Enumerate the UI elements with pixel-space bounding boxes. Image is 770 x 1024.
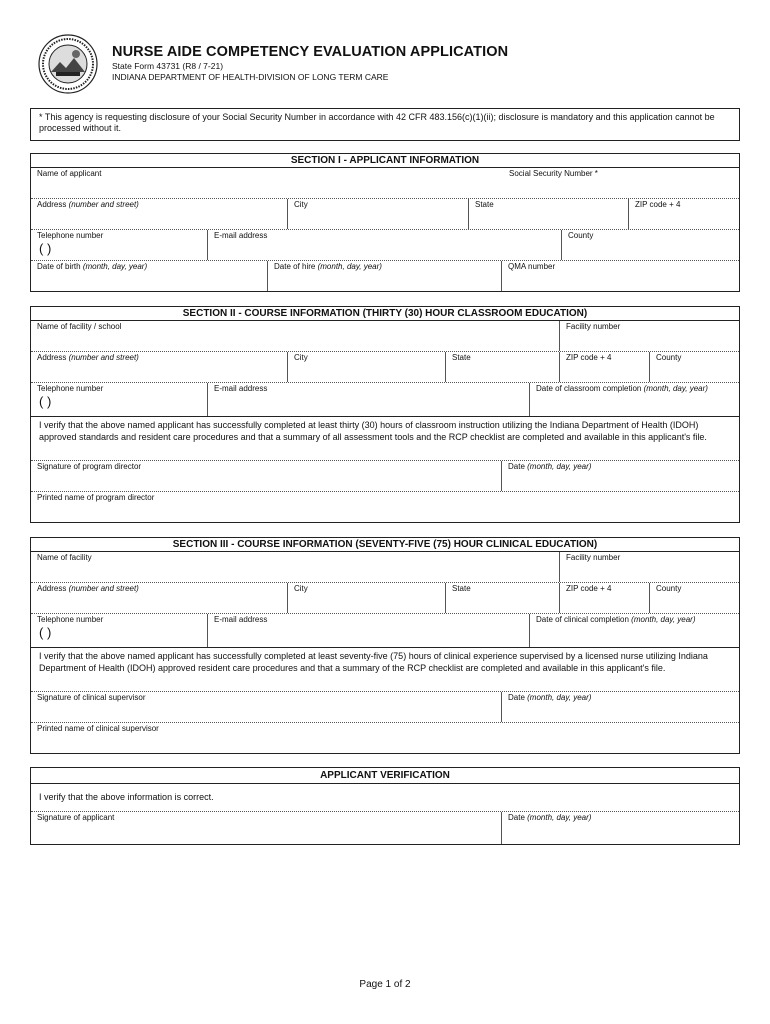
classroom-completion-date-field[interactable] (529, 383, 741, 416)
row-address (31, 583, 739, 614)
row-contact (31, 383, 739, 417)
address-field[interactable] (31, 199, 287, 229)
field-label: Name of facility / school (37, 322, 122, 331)
classroom-verification-text: I verify that the above named applicant has successfully completed at least thirty (30) hours of classroom instruction utilizing the Indiana Department of Health (IDOH) approved standards and resident care procedures and that a summary of all assessment tools and the RCP checklist are completed and available in this applicant's file. (39, 420, 707, 442)
field-label: State (452, 353, 471, 362)
field-label: Address (37, 584, 67, 593)
field-label: Telephone number (37, 384, 104, 393)
row-verification (31, 648, 739, 692)
date-of-birth-field[interactable] (31, 261, 267, 291)
section-classroom-education (30, 306, 740, 523)
row-contact (31, 614, 739, 648)
qma-number-field[interactable] (501, 261, 741, 291)
field-label: Name of facility (37, 553, 92, 562)
section-title: SECTION III - COURSE INFORMATION (SEVENTY-FIVE (75) HOUR CLINICAL EDUCATION) (31, 538, 739, 552)
telephone-field[interactable] (31, 383, 207, 416)
email-field[interactable] (207, 383, 529, 416)
row-printed-name (31, 492, 739, 522)
area-code-parens: ( ) (39, 241, 52, 256)
field-hint: (number and street) (68, 584, 139, 593)
zip-field[interactable] (559, 583, 649, 613)
field-label: Date of birth (37, 262, 81, 271)
clinical-supervisor-signature-field[interactable] (31, 692, 501, 722)
field-hint: (month, day, year) (527, 813, 592, 822)
field-label: Facility number (566, 322, 621, 331)
field-label: Signature of program director (37, 462, 142, 471)
form-number: State Form 43731 (R8 / 7-21) (112, 61, 224, 71)
applicant-signature-field[interactable] (31, 812, 501, 844)
field-label: Date (508, 813, 525, 822)
city-field[interactable] (287, 352, 445, 382)
field-label: County (656, 584, 682, 593)
section-title: APPLICANT VERIFICATION (31, 768, 739, 784)
area-code-parens: ( ) (39, 394, 52, 409)
signature-date-field[interactable] (501, 461, 741, 491)
facility-name-field[interactable] (31, 552, 559, 582)
section-title: SECTION II - COURSE INFORMATION (THIRTY (30) HOUR CLASSROOM EDUCATION) (31, 307, 739, 321)
field-label: ZIP code + 4 (635, 200, 681, 209)
row-address (31, 199, 739, 230)
field-label: ZIP code + 4 (566, 353, 612, 362)
clinical-supervisor-printed-name-field[interactable] (31, 723, 741, 753)
field-label: Social Security Number * (509, 169, 598, 178)
telephone-field[interactable] (31, 230, 207, 260)
field-label: Date of clinical completion (536, 615, 629, 624)
row-signature (31, 461, 739, 492)
form-title: NURSE AIDE COMPETENCY EVALUATION APPLICATION (112, 44, 509, 60)
field-hint: (month, day, year) (317, 262, 382, 271)
section-applicant-verification (30, 767, 740, 845)
address-field[interactable] (31, 583, 287, 613)
county-field[interactable] (649, 352, 741, 382)
field-label: Date (508, 693, 525, 702)
row-facility (31, 552, 739, 583)
state-field[interactable] (468, 199, 628, 229)
zip-field[interactable] (628, 199, 741, 229)
program-director-signature-field[interactable] (31, 461, 501, 491)
row-signature (31, 812, 739, 844)
field-label: City (294, 353, 308, 362)
row-name (31, 168, 739, 199)
facility-number-field[interactable] (559, 321, 741, 351)
field-label: City (294, 584, 308, 593)
clinical-completion-date-field[interactable] (529, 614, 741, 647)
program-director-printed-name-field[interactable] (31, 492, 741, 522)
field-label: Telephone number (37, 231, 104, 240)
field-label: County (568, 231, 594, 240)
row-facility (31, 321, 739, 352)
field-label: QMA number (508, 262, 556, 271)
field-hint: (month, day, year) (643, 384, 708, 393)
clinical-verification-text: I verify that the above named applicant has successfully completed at least seventy-five (75) hours of clinical experience supervised by a licensed nurse utilizing Indiana Department of Health (IDOH) approved resident care procedures and that a summary of the RCP checklist are completed and available in this applicant's file. (39, 651, 708, 673)
field-label: Signature of clinical supervisor (37, 693, 146, 702)
telephone-field[interactable] (31, 614, 207, 647)
section-applicant-information (30, 153, 740, 292)
city-field[interactable] (287, 199, 468, 229)
field-label: County (656, 353, 682, 362)
county-field[interactable] (561, 230, 741, 260)
field-label: Address (37, 200, 67, 209)
ssn-disclosure-notice: * This agency is requesting disclosure of your Social Security Number in accordance with 42 CFR 483.156(c)(1)(ii); disclosure is mandatory and this application cannot be processed without it. (30, 108, 740, 141)
field-label: E-mail address (214, 384, 268, 393)
facility-number-field[interactable] (559, 552, 741, 582)
state-field[interactable] (445, 352, 559, 382)
state-seal-icon (38, 34, 98, 94)
applicant-verification-text: I verify that the above information is correct. (39, 792, 214, 802)
row-verification (31, 784, 739, 812)
email-field[interactable] (207, 230, 561, 260)
field-label: Date of hire (274, 262, 316, 271)
zip-field[interactable] (559, 352, 649, 382)
row-signature (31, 692, 739, 723)
field-label: Date of classroom completion (536, 384, 642, 393)
field-label: Name of applicant (37, 169, 102, 178)
field-label: City (294, 200, 308, 209)
field-label: Address (37, 353, 67, 362)
field-label: E-mail address (214, 231, 268, 240)
signature-date-field[interactable] (501, 812, 741, 844)
row-verification (31, 417, 739, 461)
field-label: Printed name of clinical supervisor (37, 724, 159, 733)
field-label: State (452, 584, 471, 593)
row-contact (31, 230, 739, 261)
email-field[interactable] (207, 614, 529, 647)
county-field[interactable] (649, 583, 741, 613)
row-address (31, 352, 739, 383)
city-field[interactable] (287, 583, 445, 613)
department-name: INDIANA DEPARTMENT OF HEALTH-DIVISION OF LONG TERM CARE (112, 72, 389, 82)
date-of-hire-field[interactable] (267, 261, 501, 291)
field-label: Printed name of program director (37, 493, 155, 502)
section-title: SECTION I - APPLICANT INFORMATION (31, 154, 739, 168)
field-hint: (number and street) (68, 353, 139, 362)
field-hint: (month, day, year) (527, 693, 592, 702)
field-label: Signature of applicant (37, 813, 115, 822)
page-number: Page 1 of 2 (359, 979, 411, 990)
field-label: Telephone number (37, 615, 104, 624)
field-hint: (month, day, year) (82, 262, 148, 271)
applicant-name-field[interactable] (31, 168, 503, 198)
facility-name-field[interactable] (31, 321, 559, 351)
field-hint: (month, day, year) (527, 462, 592, 471)
signature-date-field[interactable] (501, 692, 741, 722)
field-hint: (number and street) (68, 200, 139, 209)
ssn-field[interactable] (503, 168, 741, 198)
area-code-parens: ( ) (39, 625, 52, 640)
field-label: Date (508, 462, 525, 471)
section-clinical-education (30, 537, 740, 754)
field-label: ZIP code + 4 (566, 584, 612, 593)
address-field[interactable] (31, 352, 287, 382)
field-hint: (month, day, year) (631, 615, 696, 624)
field-label: E-mail address (214, 615, 268, 624)
row-printed-name (31, 723, 739, 753)
row-dates (31, 261, 739, 291)
state-field[interactable] (445, 583, 559, 613)
field-label: State (475, 200, 494, 209)
field-label: Facility number (566, 553, 621, 562)
